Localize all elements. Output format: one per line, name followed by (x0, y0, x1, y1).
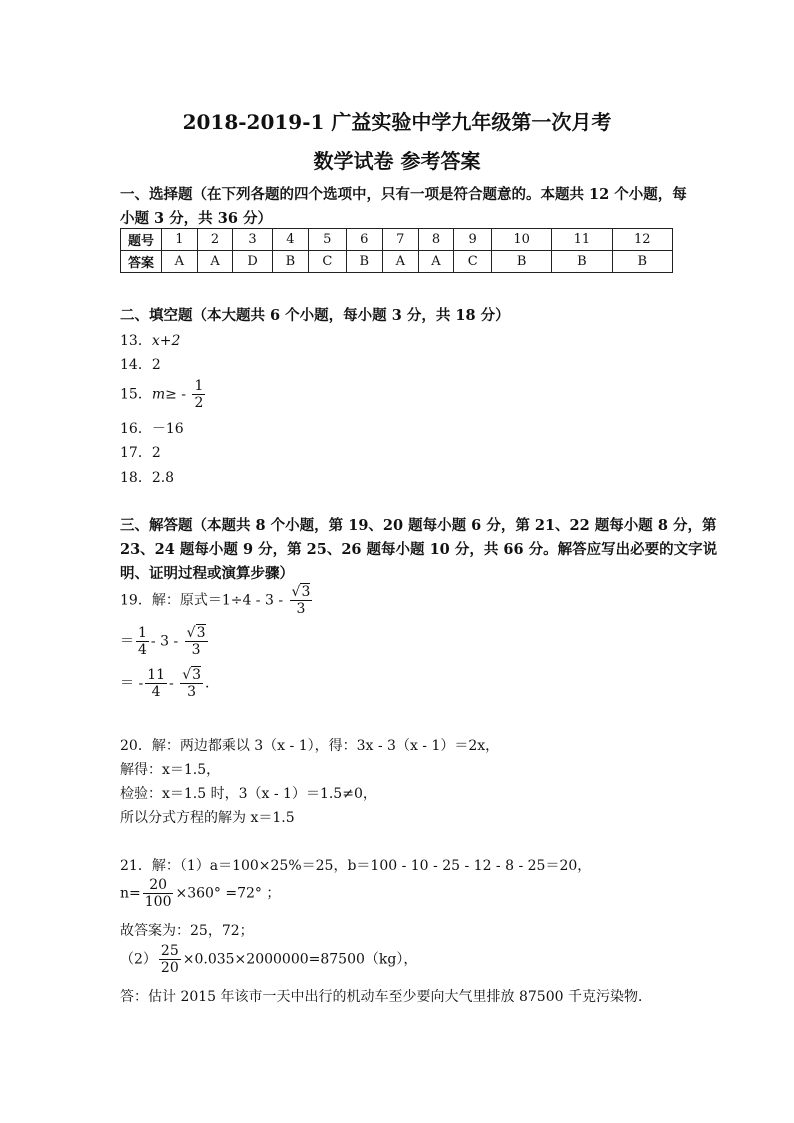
solution-19-line3 (120, 667, 210, 700)
answer-18: 18．2.8 (120, 470, 175, 486)
answer-16: 16．－16 (120, 421, 184, 437)
table-cell: 7 (382, 229, 418, 251)
table-row-numbers (121, 229, 673, 251)
table-cell: D (233, 251, 272, 273)
answer-14: 14．2 (120, 357, 161, 373)
table-cell: 11 (552, 229, 612, 251)
solution-19-line1 (120, 584, 314, 617)
table-header-cell: 答案 (121, 251, 162, 273)
solution-19-prefix: 19．解：原式＝1÷4 - 3 - (120, 592, 284, 609)
sqrt-symbol: √3 (186, 625, 206, 641)
numerator (180, 667, 203, 684)
section1-heading-line2: 小题 3 分，共 36 分） (120, 210, 272, 227)
page-title: 2018-2019-1 广益实验中学九年级第一次月考 (182, 110, 612, 134)
answer-15-label: 15． (120, 386, 152, 403)
table-cell: A (162, 251, 198, 273)
solution-21-line5: 答：估计 2015 年该市一天中出行的机动车至少要向大气里排放 87500 千克污染物． (120, 989, 652, 1005)
fraction (145, 667, 167, 700)
fraction (159, 943, 181, 976)
numerator: 1 (138, 625, 147, 641)
table-cell: 9 (454, 229, 492, 251)
fraction (185, 625, 208, 658)
fraction (136, 625, 149, 658)
table-cell: C (454, 251, 492, 273)
fraction (180, 667, 203, 700)
denominator: 20 (160, 960, 179, 976)
table-cell: 3 (233, 229, 272, 251)
period: . (205, 675, 210, 692)
table-cell: B (552, 251, 612, 273)
denominator: 3 (296, 601, 306, 617)
expr-mid: - 3 - (150, 633, 179, 650)
table-cell: 2 (197, 229, 233, 251)
table-cell: A (382, 251, 418, 273)
numerator: 20 (143, 877, 174, 894)
table-cell: 1 (162, 229, 198, 251)
fraction (290, 584, 313, 617)
section3-heading-line2: 23、24 题每小题 9 分，第 25、26 题每小题 10 分，共 66 分。解答应写出必要的文字说 (120, 541, 718, 558)
expr-pre: n= (120, 885, 141, 902)
table-cell: 12 (612, 229, 672, 251)
table-cell: 4 (272, 229, 308, 251)
equals: ＝ (120, 633, 134, 650)
table-row-answers (121, 251, 673, 273)
sqrt-symbol: √3 (182, 667, 202, 683)
expr-pre: （2） (120, 951, 157, 968)
expr-mid: - (169, 675, 174, 692)
page-subtitle: 数学试卷 参考答案 (313, 149, 481, 173)
numerator: 25 (160, 943, 179, 959)
section3-heading-line1: 三、解答题（本题共 8 个小题，第 19、20 题每小题 6 分，第 21、22 题每小题 8 分，第 (120, 517, 717, 534)
answer-15-var: m (151, 386, 166, 403)
expr-post: ×0.035×2000000=87500（kg）， (182, 951, 418, 968)
section3-heading-line3: 明、证明过程或演算步骤） (120, 565, 294, 582)
table-cell: 8 (418, 229, 454, 251)
solution-20-line4: 所以分式方程的解为 x＝1.5 (120, 810, 295, 826)
answer-13 (120, 330, 180, 350)
solution-19-line2 (120, 625, 210, 658)
answer-17: 17．2 (120, 445, 161, 461)
numerator: 1 (194, 378, 204, 394)
table-cell: B (272, 251, 308, 273)
table-cell: B (346, 251, 382, 273)
denominator: 2 (194, 395, 204, 411)
answer-13-value: x+2 (151, 333, 181, 349)
solution-21-line4 (120, 943, 417, 976)
solution-21-line2 (120, 877, 280, 910)
denominator: 100 (144, 894, 172, 910)
expr-post: ×360° =72° ； (175, 885, 281, 902)
answer-table (120, 228, 673, 273)
answer-15-rel: ≥ - (165, 386, 187, 403)
denominator: 4 (151, 684, 161, 700)
answer-15 (120, 378, 207, 411)
denominator: 4 (138, 642, 147, 658)
table-cell: 6 (346, 229, 382, 251)
table-cell: 10 (491, 229, 551, 251)
numerator (290, 584, 313, 601)
fraction (143, 877, 174, 910)
numerator: 11 (147, 667, 166, 683)
solution-21-line3: 故答案为：25，72； (120, 923, 254, 939)
table-cell: C (309, 251, 347, 273)
solution-21-line1: 21．解：（1）a＝100×25%＝25，b＝100 - 10 - 25 - 12 - 8 - 25＝20， (120, 858, 592, 874)
equals: ＝ - (120, 675, 144, 692)
section2-heading: 二、填空题（本大题共 6 个小题，每小题 3 分，共 18 分） (120, 307, 510, 324)
solution-20-line1: 20．解：两边都乘以 3（x - 1），得：3x - 3（x - 1）＝2x， (120, 738, 500, 754)
section1-heading-line1: 一、选择题（在下列各题的四个选项中，只有一项是符合题意的。本题共 12 个小题，每 (120, 186, 687, 203)
table-cell: B (612, 251, 672, 273)
table-cell: 5 (309, 229, 347, 251)
table-cell: B (491, 251, 551, 273)
solution-20-line3: 检验：x＝1.5 时，3（x - 1）＝1.5≠0， (120, 786, 377, 802)
table-header-cell: 题号 (121, 229, 162, 251)
answer-13-label: 13． (120, 333, 152, 349)
table-cell: A (197, 251, 233, 273)
denominator: 3 (187, 684, 197, 700)
sqrt-symbol: √3 (291, 584, 311, 600)
numerator (185, 625, 208, 642)
denominator: 3 (191, 642, 201, 658)
solution-20-line2: 解得：x＝1.5， (120, 762, 221, 778)
fraction (192, 378, 205, 411)
table-cell: A (418, 251, 454, 273)
